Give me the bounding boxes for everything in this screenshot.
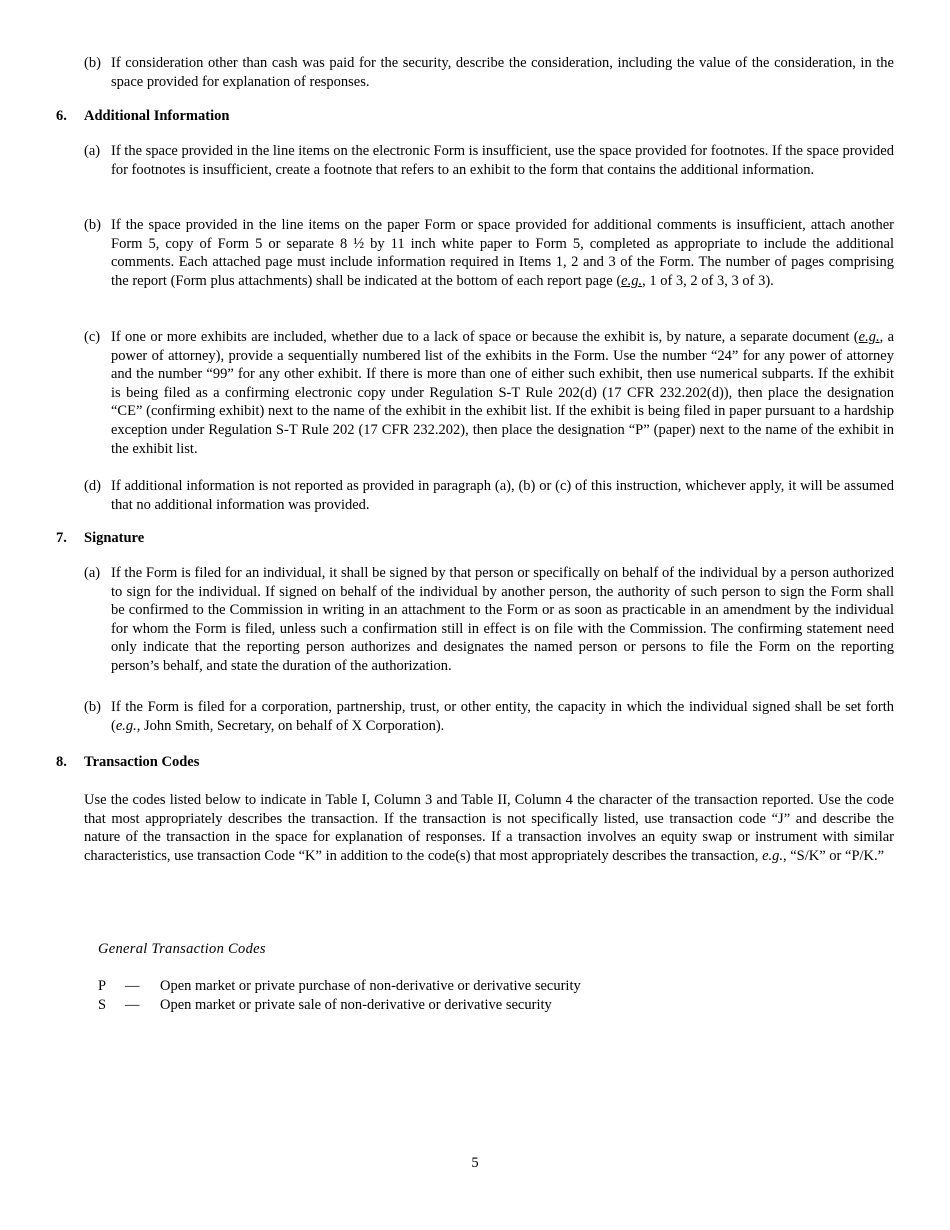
- item-7a: [84, 564, 894, 676]
- item-label: (a): [84, 143, 101, 159]
- code-dash: —: [125, 997, 140, 1013]
- code-dash: —: [125, 978, 140, 994]
- item-text: If the Form is filed for a corporation, partnership, trust, or other entity, the capacity in which the individual signed shall be set forth (: [111, 699, 894, 734]
- item-text: If additional information is not reported as provided in paragraph (a), (b) or (c) of this instruction, whichever apply, it will be assumed that no additional information was provided.: [111, 478, 894, 513]
- item-6c: [84, 328, 894, 458]
- codes-title: General Transaction Codes: [98, 941, 266, 957]
- section-title: Additional Information: [84, 108, 230, 124]
- page-number: 5: [471, 1155, 479, 1171]
- section-number: 8.: [56, 754, 67, 770]
- item-label: (d): [84, 478, 101, 494]
- item-label: (b): [84, 55, 101, 71]
- eg-abbrev: e.g.: [621, 272, 643, 289]
- paragraph-text: Use the codes listed below to indicate in Table I, Column 3 and Table II, Column 4 the character of the transaction reported. Use the code that most appropriately describes the transaction. If the transaction is not specifically listed, use transaction code “J” and describe the nature of the transaction in the space for explanation of responses. If a transaction involves an equity swap or instrument with similar characteristics, use transaction Code “K” in addition to the code(s) that most appropriately describes the transaction,: [84, 792, 894, 864]
- item-text-cont: , 1 of 3, 2 of 3, 3 of 3).: [642, 272, 774, 289]
- section-8-heading: [56, 753, 199, 772]
- item-6a: [84, 142, 894, 179]
- code-letter: P: [98, 978, 107, 994]
- item-6d: [84, 477, 894, 514]
- section-title: Signature: [84, 530, 145, 546]
- eg-abbrev: e.g.: [858, 329, 880, 345]
- item-text-cont: , John Smith, Secretary, on behalf of X Corporation).: [136, 717, 445, 734]
- section-title: Transaction Codes: [84, 754, 200, 770]
- item-label: (b): [84, 217, 101, 233]
- item-6b: [84, 216, 894, 290]
- code-row: [98, 977, 581, 996]
- item-text: If the Form is filed for an individual, it shall be signed by that person or specifically on behalf of the individual by a person authorized to sign for the individual. If signed on behalf of the individual by another person, the authority of such person to sign the Form shall be confirmed to the Commission in writing in an attachment to the Form or as soon as practicable in an amendment by the individual for whom the Form is filed, unless such a confirmation still in effect is on file with the Commission. The confirming statement need only indicate that the reporting person authorizes and designates the named person or persons to file the Form on the reporting person’s behalf, and state the duration of the authorization.: [111, 565, 894, 674]
- item-text: If the space provided in the line items on the paper Form or space provided for additional comments is insufficient, attach another Form 5, copy of Form 5 or separate 8 ½ by 11 inch white paper to Form 5, completed as appropriate to include the additional comments. Each attached page must include information required in Items 1, 2 and 3 of the Form. The number of pages comprising the report (Form plus attachments) shall be indicated at the bottom of each report page (: [111, 217, 894, 289]
- item-text-cont: , a power of attorney), provide a sequentially numbered list of the exhibits in the Form. Use the number “24” for any power of attorney and the number “99” for any other exhibit. If there is more than one of either such exhibit, then use numerical subparts. If the exhibit is being filed as a confirming electronic copy under Regulation S-T Rule 202(d) (17 CFR 232.202(d)), then place the designation “CE” (confirming exhibit) next to the name of the exhibit in the exhibit list. If the exhibit is being filed in paper pursuant to a hardship exception under Regulation S-T Rule 202 (17 CFR 232.202), then place the designation “P” (paper) next to the name of the exhibit in the exhibit list.: [111, 329, 895, 457]
- item-text: If one or more exhibits are included, whether due to a lack of space or because the exhibit is, by nature, a separate document (: [111, 329, 859, 345]
- section-number: 6.: [56, 108, 67, 124]
- code-letter: S: [98, 997, 107, 1013]
- item-7b: [84, 698, 894, 735]
- code-description: Open market or private sale of non-derivative or derivative security: [160, 997, 552, 1013]
- item-label: (c): [84, 329, 101, 345]
- item-text: If consideration other than cash was paid for the security, describe the consideration, including the value of the consideration, in the space provided for explanation of responses.: [111, 55, 894, 90]
- eg-abbrev: e.g.: [115, 717, 137, 734]
- item-5b: [84, 54, 894, 91]
- code-row: [98, 996, 552, 1015]
- paragraph-text-cont: , “S/K” or “P/K.”: [783, 847, 885, 864]
- section-6-heading: [56, 107, 229, 126]
- item-label: (a): [84, 565, 101, 581]
- section-7-heading: [56, 529, 144, 548]
- eg-abbrev: e.g.: [762, 847, 783, 864]
- code-description: Open market or private purchase of non-derivative or derivative security: [160, 978, 581, 994]
- item-text: If the space provided in the line items on the electronic Form is insufficient, use the space provided for footnotes. If the space provided for footnotes is insufficient, create a footnote that refers to an exhibit to the form that contains the additional information.: [111, 143, 894, 178]
- section-8-paragraph: [84, 791, 894, 865]
- item-label: (b): [84, 699, 101, 715]
- section-number: 7.: [56, 530, 67, 546]
